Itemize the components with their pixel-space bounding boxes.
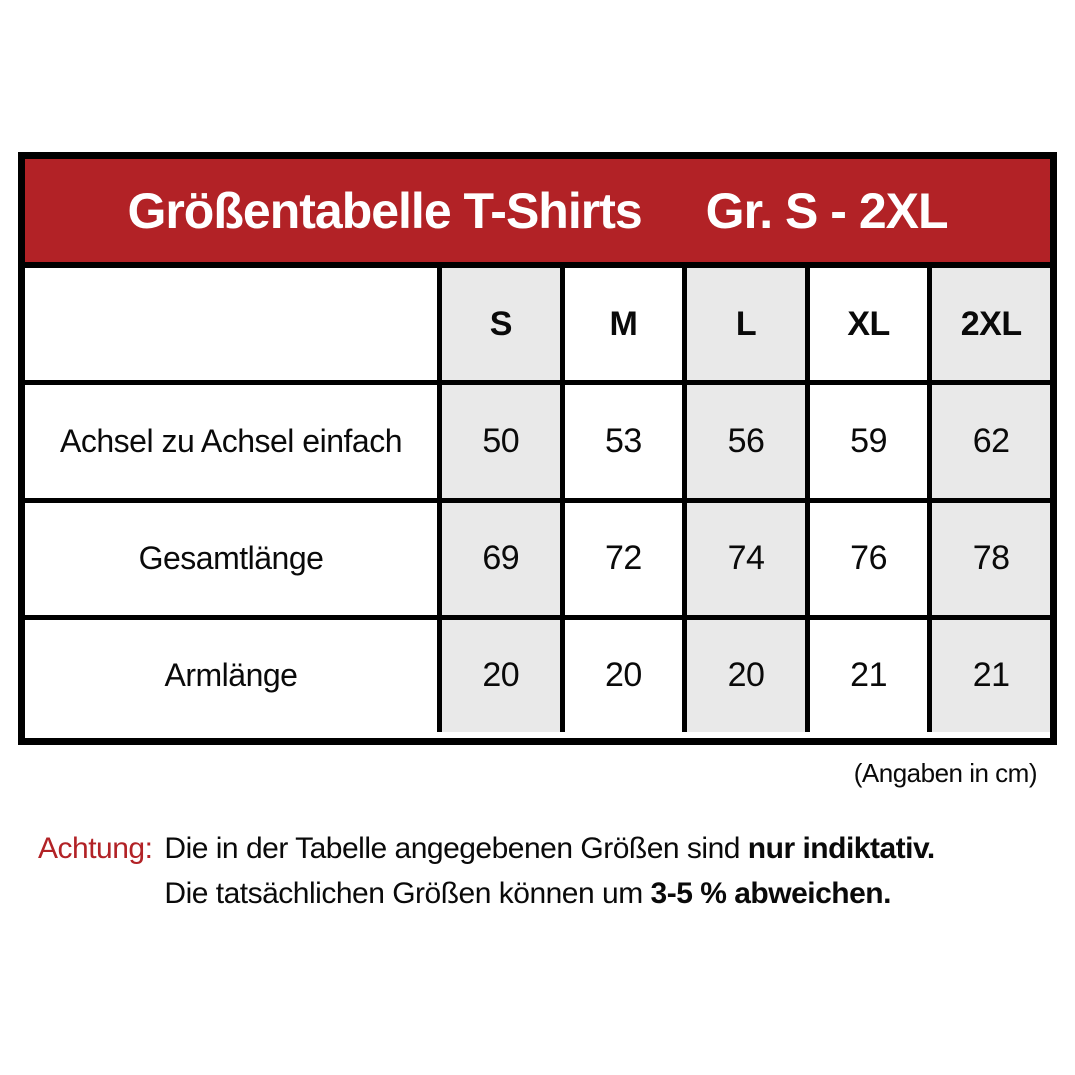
table-cell: 62 <box>932 385 1050 497</box>
table-cell: 78 <box>932 503 1050 615</box>
notice-line2-bold: 3-5 % abweichen. <box>650 877 891 910</box>
table-cell: 76 <box>810 503 928 615</box>
table-cell: 72 <box>565 503 683 615</box>
size-grid <box>25 268 1050 732</box>
column-header-l: L <box>687 268 805 380</box>
table-title-banner <box>25 159 1050 268</box>
table-title: Größentabelle T-Shirts <box>127 182 642 239</box>
corner-cell <box>25 268 437 380</box>
row-label-achsel: Achsel zu Achsel einfach <box>25 385 437 497</box>
table-title-range: Gr. S - 2XL <box>705 182 948 239</box>
column-header-2xl: 2XL <box>932 268 1050 380</box>
row-label-gesamtlaenge: Gesamtlänge <box>25 503 437 615</box>
size-table <box>18 152 1057 745</box>
table-cell: 20 <box>442 620 560 732</box>
column-header-s: S <box>442 268 560 380</box>
table-cell: 20 <box>687 620 805 732</box>
table-cell: 69 <box>442 503 560 615</box>
table-cell: 53 <box>565 385 683 497</box>
notice-line-2 <box>164 871 934 916</box>
table-cell: 56 <box>687 385 805 497</box>
table-cell: 74 <box>687 503 805 615</box>
column-header-m: M <box>565 268 683 380</box>
row-label-armlaenge: Armlänge <box>25 620 437 732</box>
table-cell: 21 <box>932 620 1050 732</box>
unit-note: (Angaben in cm) <box>853 758 1037 788</box>
notice-label: Achtung: <box>38 832 153 865</box>
notice <box>38 826 935 916</box>
table-cell: 21 <box>810 620 928 732</box>
notice-line2-regular: Die tatsächlichen Größen können um <box>164 877 651 910</box>
column-header-xl: XL <box>810 268 928 380</box>
table-cell: 50 <box>442 385 560 497</box>
notice-line-1 <box>164 826 934 871</box>
table-cell: 20 <box>565 620 683 732</box>
notice-text <box>164 826 934 916</box>
notice-line1-bold: nur indiktativ. <box>747 832 935 865</box>
notice-line1-regular: Die in der Tabelle angegebenen Größen sind <box>164 832 748 865</box>
table-cell: 59 <box>810 385 928 497</box>
